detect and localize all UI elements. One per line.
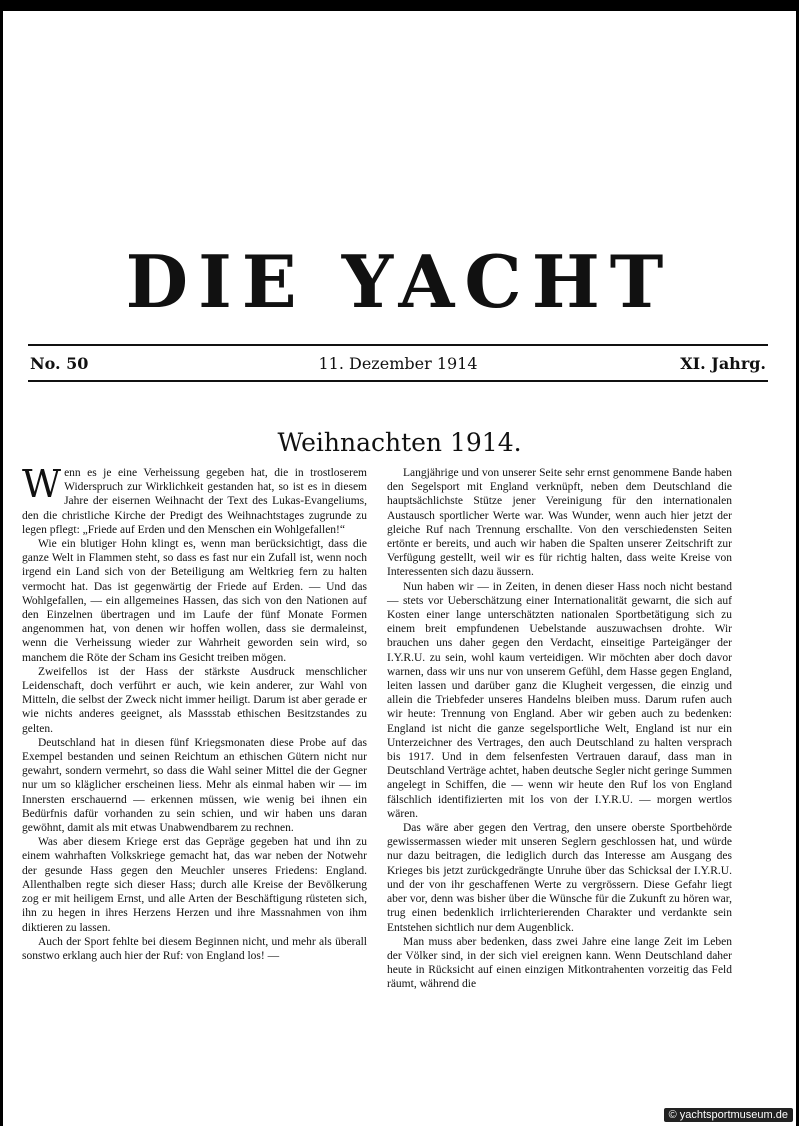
paragraph: Das wäre aber gegen den Vertrag, den unsere oberste Sportbehörde gewissermassen wieder mit unseren Seglern geschlossen hat, und würde nur dazu beitragen, die lediglich durch das Interesse am Ausgang des Krieges bis jetzt zurückgedrängte Unruhe über das Schicksal der I.Y.R.U. und der von ihr geschaffenen Werte zu vergrössern. Diese Gefahr liegt aber vor, denn was bisher über die Wünsche für die Zukunft zu hören war, trug einen bedenklich irrlichterierenden Charakter und verdankte sein Entstehen sichtlich nur dem Augenblick. — [387, 822, 732, 934]
issue-date: 11. Dezember 1914 — [318, 354, 478, 373]
paragraph: Auch der Sport fehlte bei diesem Beginnen nicht, und mehr als überall sonstwo erklang auch hier der Ruf: von England los! — — [22, 935, 367, 962]
scan-left-edge — [0, 11, 3, 1126]
issue-volume: XI. Jahrg. — [680, 354, 766, 373]
paragraph: Man muss aber bedenken, dass zwei Jahre eine lange Zeit im Leben der Völker sind, in der sich viel ereignen kann. Wenn Deutschland daher heute in Rücksicht auf einen einzigen Mitkontrahenten vorzeitig das Feld räumt, während die — [387, 935, 732, 991]
masthead-rule-top — [28, 344, 768, 346]
issue-info-line — [30, 354, 766, 376]
paragraph: Wenn es je eine Verheissung gegeben hat, die in trostloserem Widerspruch zur Wirklichkeit gestanden hat, so ist es in diesem Jahre der eisernen Weihnacht der Text des Lukas-Evangeliums, den die christliche Kirche der Predigt des Weihnachtstages zugrunde zu legen pflegt: „Friede auf Erden und den Menschen ein Wohlgefallen!“ — [22, 462, 367, 536]
paragraph: Was aber diesem Kriege erst das Gepräge gegeben hat und ihn zu einem wahrhaften Volkskriege gemacht hat, das war neben der Notwehr der gesunde Hass gegen den Meuchler unseres Friedens: England. Allenthalben regte sich dieser Hass; durch alle Kreise der Bevölkerung zog er mit heiligem Ernst, und alle Arten der Beschäftigung rüsteten sich, ihn zu hegen in ihres Herzens Herzen und ihre Massnahmen von ihm diktieren zu lassen. — [22, 836, 367, 934]
scan-top-border — [0, 0, 799, 11]
watermark-credit: © yachtsportmuseum.de — [664, 1108, 793, 1122]
paragraph: Deutschland hat in diesen fünf Kriegsmonaten diese Probe auf das Exempel bestanden und seinen Reichtum an ethischen Gütern nicht nur gewahrt, sondern vermehrt, so dass die Wahl seiner Mittel die der Gegner nur um so kläglicher erscheinen liess. Mehr als einmal haben wir — im Innersten erschauernd — erkennen müssen, wie wenig bei ihnen ein Bedürfnis dafür vorhanden zu sein schien, und wir haben uns daran gewöhnt, damit als mit etwas Unabwendbarem zu rechnen. — [22, 736, 367, 835]
paragraph: Wie ein blutiger Hohn klingt es, wenn man berücksichtigt, dass die ganze Welt in Flammen steht, so dass es fast nur ein Zufall ist, wenn noch irgend ein Land sich von der Beteiligung am Weltkrieg fern zu halten vermocht hat. Das ist gegenwärtig der Friede auf Erden. — Und das Wohlgefallen, — ein allgemeines Hassen, das sich von den Nationen auf den Einzelnen übertragen und im Laufe der fünf Monate Formen angenommen hat, von denen wir hoffen wollen, dass sie dermaleinst, wenn die Verheissung wieder zur Wahrheit geworden sein wird, so manchem die Röte der Scham ins Gesicht treiben mögen. — [22, 538, 367, 664]
paragraph: Zweifellos ist der Hass der stärkste Ausdruck menschlicher Leidenschaft, doch verführt er auch, wie kein anderer, zur Wahl von Mitteln, die selbst der Zweck nicht immer heiligt. Darum ist aber gerade er wie nichts anderes geeignet, als Massstab ethischen Besitzstandes zu gelten. — [22, 665, 367, 735]
article-column-left — [22, 462, 367, 963]
drop-cap: W — [22, 462, 62, 506]
article-column-right — [387, 466, 732, 992]
issue-number: No. 50 — [30, 354, 89, 373]
paragraph: Nun haben wir — in Zeiten, in denen dieser Hass noch nicht bestand — stets vor Ueberschätzung einer Internationalität gewarnt, die sich auf Kosten einer lange unterschätzten nationalen Sportbetätigung sich zu einem breit empfundenen Uebelstande auszuwachsen drohte. Wir brauchen uns daher gegen den Verdacht, einseitige Parteigänger der I.Y.R.U. zu sein, wohl kaum verteidigen. Wir möchten aber doch davor warnen, dass wir uns nur von unserem Gefühl, dem Hasse gegen England, leiten lassen und darüber ganz die Klugheit vergessen, die einzig und allein die Triebfeder unseres Handelns bleiben muss. Darum rufen auch wir heute: Trennung von England. Aber wir geben auch zu bedenken: England ist nicht die ganze segelsportliche Welt, England ist nur ein Unterzeichner des Vertrages, den auch Deutschland zu halten versprach bis 1917. Und in dem felsenfesten Vertrauen darauf, dass man in Deutschland Verträge achtet, haben deutsche Segler nicht geringe Summen angelegt in Schiffen, die — wenn wir heute den Ruf los von England fälschlich identifizierten mit los von der I.Y.R.U. — morgen wertlos wären. — [387, 580, 732, 820]
masthead-title: DIE YACHT — [125, 239, 674, 324]
masthead-rule-bottom — [28, 380, 768, 382]
paragraph: Langjährige und von unserer Seite sehr ernst genommene Bande haben den Segelsport mit England verknüpft, neben dem Deutschland die hauptsächlichste Stütze jener Vereinigung für den internationalen Austausch sportlicher Werte war. Was Wunder, wenn auch hier jetzt der gleiche Ruf nach Trennung erschallte. Von den verschiedensten Seiten ertönte er bereits, und auch wir haben die Spalten unserer Zeitschrift zur Verfügung gestellt, weil wir es für richtig halten, dass weite Kreise von Interessenten sich dazu äussern. — [387, 467, 732, 579]
article-title: Weihnachten 1914. — [277, 428, 522, 457]
